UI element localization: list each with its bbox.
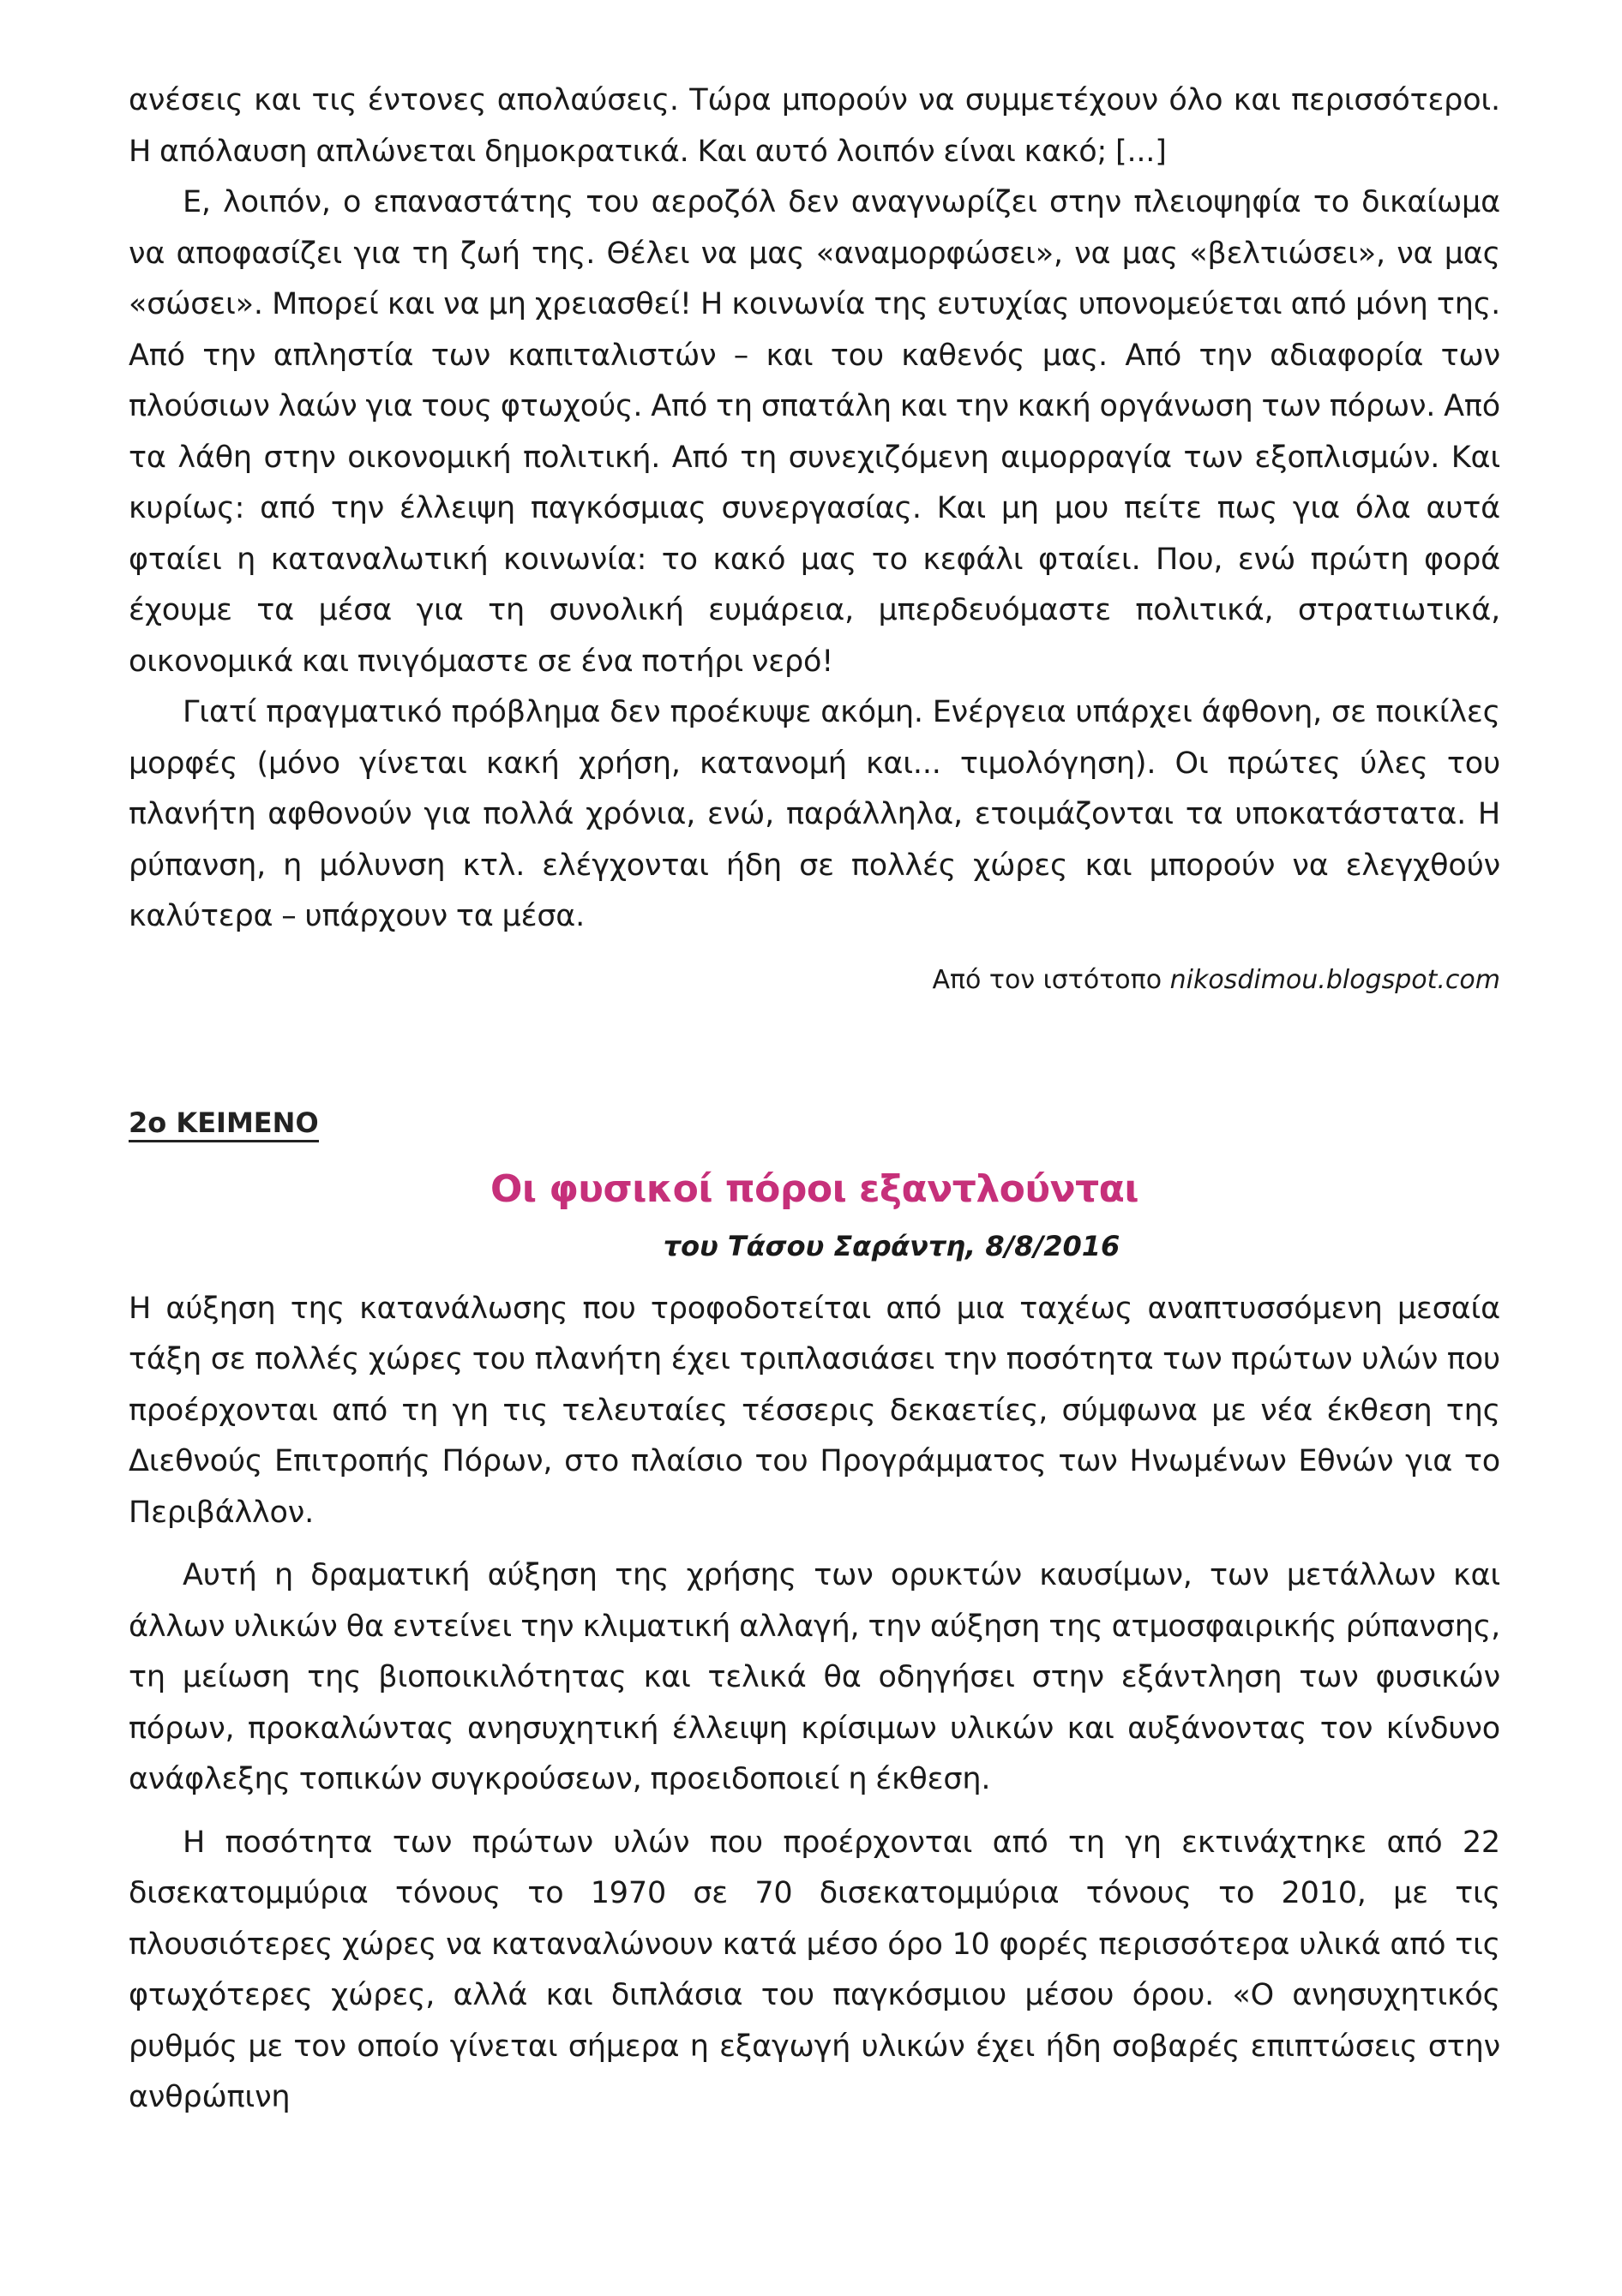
section-label [129,1104,1500,1142]
article-byline: του Τάσου Σαράντη, 8/8/2016 [663,1229,1120,1262]
paragraph: Η ποσότητα των πρώτων υλών που προέρχονται από τη γη εκτινάχτηκε από 22 δισεκατομμύρια τόνους το 1970 σε 70 δισεκατομμύρια τόνους το 2010, με τις πλουσιότερες χώρες να καταναλώνουν κατά μέσο όρο 10 φορές περισσότερα υλικά από τις φτωχότερες χώρες, αλλά και διπλάσια του παγκόσμιου μέσου όρου. «Ο ανησυχητικός ρυθμός με τον οποίο γίνεται σήμερα η εξαγωγή υλικών έχει ήδη σοβαρές επιπτώσεις στην ανθρώπινη [129,1825,1500,2114]
source-site: nikosdimou.blogspot.com [1169,964,1500,995]
paragraph: ανέσεις και τις έντονες απολαύσεις. Τώρα μπορούν να συμμετέχουν όλο και περισσότεροι. Η απόλαυση απλώνεται δημοκρατικά. Και αυτό λοιπόν είναι κακό; [...] [129,83,1500,169]
source-prefix: Από τον ιστότοπο [932,964,1162,995]
article-title: Οι φυσικοί πόροι εξαντλούνται [490,1166,1139,1211]
paragraph: Αυτή η δραματική αύξηση της χρήσης των ορυκτών καυσίμων, των μετάλλων και άλλων υλικών θα εντείνει την κλιματική αλλαγή, την αύξηση της ατμοσφαιρικής ρύπανσης, τη μείωση της βιοποικιλότητας και τελικά θα οδηγήσει στην εξάντληση των φυσικών πόρων, προκαλώντας ανησυχητική έλλειψη κρίσιμων υλικών και αυξάνοντας τον κίνδυνο ανάφλεξης τοπικών συγκρούσεων, προειδοποιεί η έκθεση. [129,1558,1500,1796]
source-attribution [129,960,1500,1001]
document-page [129,75,1500,2124]
paragraph: Η αύξηση της κατανάλωσης που τροφοδοτείται από μια ταχέως αναπτυσσόμενη μεσαία τάξη σε πολλές χώρες του πλανήτη έχει τριπλασιάσει την ποσότητα των πρώτων υλών που προέρχονται από τη γη τις τελευταίες τέσσερις δεκαετίες, σύμφωνα με νέα έκθεση της Διεθνούς Επιτροπής Πόρων, στο πλαίσιο του Προγράμματος των Ηνωμένων Εθνών για το Περιβάλλον. [129,1291,1500,1530]
text-1-continuation [129,75,1500,1001]
paragraph: Ε, λοιπόν, ο επαναστάτης του αεροζόλ δεν αναγνωρίζει στην πλειοψηφία το δικαίωμα να αποφασίζει για τη ζωή της. Θέλει να μας «αναμορφώσει», να μας «βελτιώσει», να μας «σώσει». Μπορεί και να μη χρειασθεί! Η κοινωνία της ευτυχίας υπονομεύεται από μόνη της. Από την απληστία των καπιταλιστών – και του καθενός μας. Από την αδιαφορία των πλούσιων λαών για τους φτωχούς. Από τη σπατάλη και την κακή οργάνωση των πόρων. Από τα λάθη στην οικονομική πολιτική. Από τη συνεχιζόμενη αιμορραγία των εξοπλισμών. Και κυρίως: από την έλλειψη παγκόσμιας συνεργασίας. Και μη μου πείτε πως για όλα αυτά φταίει η καταναλωτική κοινωνία: το κακό μας το κεφάλι φταίει. Που, ενώ πρώτη φορά έχουμε τα μέσα για τη συνολική ευμάρεια, μπερδευόμαστε πολιτικά, στρατιωτικά, οικονομικά και πνιγόμαστε σε ένα ποτήρι νερό! [129,185,1500,679]
text-2 [129,1104,1500,2124]
paragraph: Γιατί πραγματικό πρόβλημα δεν προέκυψε ακόμη. Ενέργεια υπάρχει άφθονη, σε ποικίλες μορφές (μόνο γίνεται κακή χρήση, κατανομή και... τιμολόγηση). Οι πρώτες ύλες του πλανήτη αφθονούν για πολλά χρόνια, ενώ, παράλληλα, ετοιμάζονται τα υποκατάστατα. Η ρύπανση, η μόλυνση κτλ. ελέγχονται ήδη σε πολλές χώρες και μπορούν να ελεγχθούν καλύτερα – υπάρχουν τα μέσα. [129,695,1500,933]
section-label-text: 2ο ΚΕΙΜΕΝΟ [129,1106,319,1142]
